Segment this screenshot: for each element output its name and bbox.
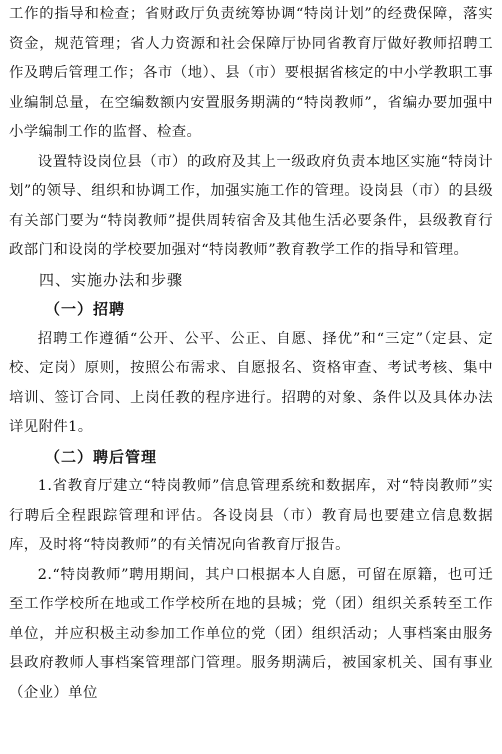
paragraph-county-government: 设置特设岗位县（市）的政府及其上一级政府负责本地区实施“特岗计划”的领导、组织和协调工作，加强实施工作的管理。设岗县（市）的县级有关部门要为“特岗教师”提供周转宿舍及其他生活必要条件，县级教育行政部门和设岗的学校要加强对“特岗教师”教育教学工作的指导和管理。 (9, 153, 493, 258)
paragraph-management-1: 1.省教育厅建立“特岗教师”信息管理系统和数据库，对“特岗教师”实行聘后全程跟踪管理和评估。各设岗县（市）教育局也要建立信息数据库，及时将“特岗教师”的有关情况向省教育厅报告。 (9, 478, 493, 553)
paragraph-recruitment: 招聘工作遵循“公开、公平、公正、自愿、择优”和“三定”（定县、定校、定岗）原则，按照公布需求、自愿报名、资格审查、考试考核、集中培训、签订合同、上岗任教的程序进行。招聘的对象、条件以及具体办法详见附件1。 (9, 330, 493, 435)
section-heading-implementation: 四、实施办法和步骤 (39, 270, 184, 289)
paragraph-management-2: 2.“特岗教师”聘用期间，其户口根据本人自愿，可留在原籍，也可迁至工作学校所在地或工作学校所在地的县城；党（团）组织关系转至工作单位，并应积极主动参加工作单位的党（团）组织活动；人事档案由服务县政府教师人事档案管理部门管理。服务期满后，被国家机关、国有事业（企业）单位 (9, 566, 493, 701)
subsection-heading-post-hire-management: （二）聘后管理 (45, 447, 158, 466)
subsection-heading-recruitment: （一）招聘 (45, 300, 126, 318)
document-page (9, 0, 493, 708)
paragraph-responsibilities: 工作的指导和检查；省财政厅负责统筹协调“特岗计划”的经费保障，落实资金，规范管理；省人力资源和社会保障厅协同省教育厅做好教师招聘工作及聘后管理工作；各市（地）、县（市）要根据省核定的中小学教职工事业编制总量，在空编数额内安置服务期满的“特岗教师”，省编办要加强中小学编制工作的监督、检查。 (9, 6, 493, 140)
